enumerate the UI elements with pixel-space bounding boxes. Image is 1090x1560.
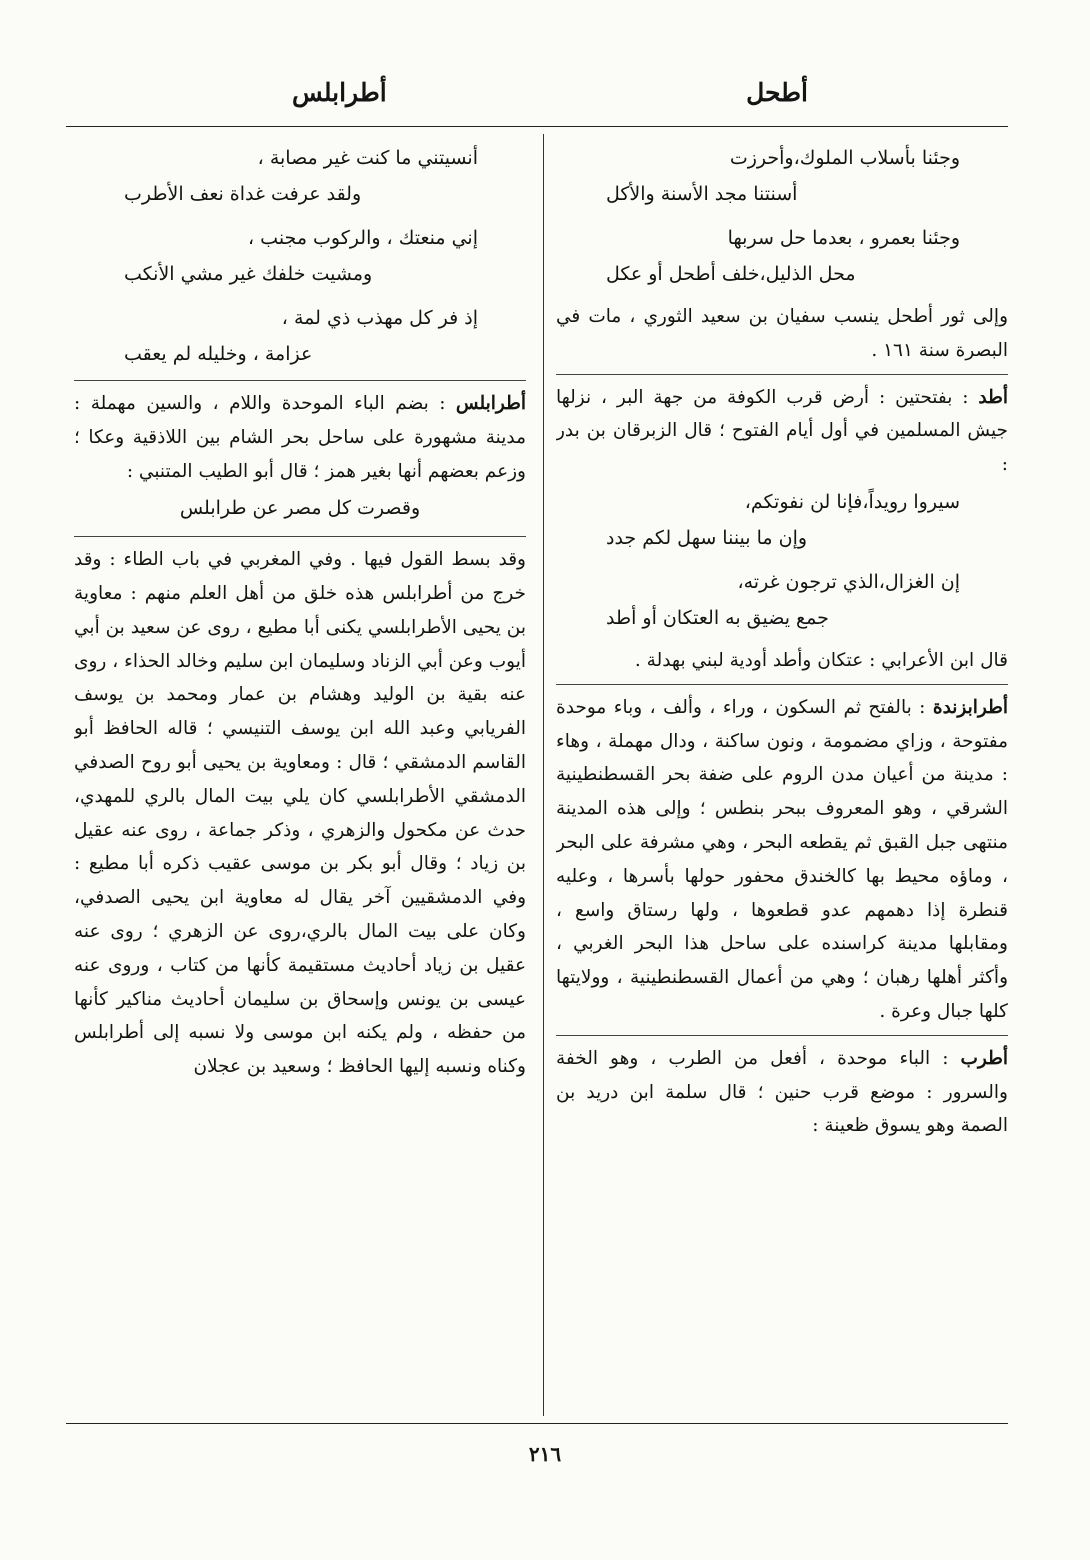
verse — [556, 220, 1008, 292]
verse-line: إني منعتك ، والركوب مجنب ، — [248, 227, 478, 249]
dictionary-entry — [556, 374, 1008, 482]
entry-headword: أطد — [978, 386, 1008, 408]
verse-line: ومشيت خلفك غير مشي الأنكب — [124, 263, 373, 285]
entry-text: : الباء موحدة ، أفعل من الطرب ، وهو الخفة والسرور : موضع قرب حنين ؛ قال سلمة ابن دريد بن الصمة وهو يسوق ظعينة : — [556, 1047, 1008, 1137]
dictionary-entry — [74, 380, 526, 488]
verse — [556, 564, 1008, 636]
verse-line: ولقد عرفت غداة نعف الأطرب — [124, 183, 362, 205]
left-column — [74, 138, 526, 1418]
paragraph: قال ابن الأعرابي : عتكان وأطد أودية لبني بهدلة . — [634, 649, 1008, 671]
verse-line: وإن ما بيننا سهل لكم جدد — [606, 526, 808, 549]
verse-line: وجئنا بعمرو ، بعدما حل سربها — [727, 227, 960, 249]
dictionary-entry — [556, 1035, 1008, 1143]
verse — [74, 220, 526, 292]
verse — [74, 140, 526, 212]
entry-headword: أطرابزندة — [932, 696, 1008, 718]
verse-line: أنسيتني ما كنت غير مصابة ، — [257, 147, 478, 169]
verse-line: إذ فر كل مهذب ذي لمة ، — [281, 307, 478, 329]
verse — [556, 140, 1008, 212]
dictionary-entry — [556, 684, 1008, 1029]
verse-line: إن الغزال،الذي ترجون غرته، — [737, 570, 960, 593]
entry-text: : بفتحتين : أرض قرب الكوفة من جهة البر ، نزلها جيش المسلمين في أول أيام الفتوح ؛ قال الزبرقان بن بدر : — [556, 386, 1008, 476]
entry-headword: أطرابلس — [455, 393, 526, 414]
entry-text: : بالفتح ثم السكون ، وراء ، وألف ، وباء موحدة مفتوحة ، وزاي مضمومة ، ونون ساكنة ، ودال مهملة ، وهاء : مدينة من أعيان مدن الروم على ضفة بحر القسطنطينية الشرقي ، وهو المعروف ببحر بنطس ؛ وإلى هذه المدينة منتهى جبل القبق ثم يقطعه البحر ، وهي مشرفة على البحر ، وماؤه محيط بها كالخندق محفور حولها بأسرها ، وعليه قنطرة إذا دهمهم عدو قطعوها ، ولها رستاق واسع ، ومقابلها مدينة كراسنده على ساحل هذا البحر الغربي ، وأكثر أهلها رهبان ؛ وهي من أعمال القسطنطينية ، وولايتها كلها جبال وعرة . — [556, 696, 1008, 1022]
paragraph: وإلى ثور أطحل ينسب سفيان بن سعيد الثوري ، مات في البصرة سنة ١٦١ . — [556, 306, 1008, 361]
verse-line: عزامة ، وخليله لم يعقب — [124, 343, 313, 365]
right-running-headword: أطحل — [746, 78, 808, 107]
verse-line: محل الذليل،خلف أطحل أو عكل — [606, 263, 856, 285]
verse — [556, 484, 1008, 556]
verse-line: جمع يضيق به العتكان أو أطد — [606, 606, 829, 629]
verse-line: سيروا رويداً،فإنا لن نفوتكم، — [744, 490, 960, 513]
verse-line: وجئنا بأسلاب الملوك،وأحرزت — [729, 147, 960, 169]
running-header — [66, 78, 1008, 118]
header-rule — [66, 126, 1008, 127]
verse-line: وقصرت كل مصر عن طرابلس — [179, 497, 421, 520]
verse-line: أسنتنا مجد الأسنة والأكل — [606, 183, 798, 205]
column-separator — [543, 134, 544, 1416]
entry-text: : بضم الباء الموحدة واللام ، والسين مهملة : مدينة مشهورة على ساحل بحر الشام بين اللاذقية وعكا ؛ وزعم بعضهم أنها بغير همز ؛ قال أبو الطيب المتنبي : — [74, 393, 526, 482]
page-number: ٢١٦ — [528, 1442, 562, 1466]
footer-rule — [66, 1423, 1008, 1424]
paragraph: وقد بسط القول فيها . وفي المغربي في باب الطاء : وقد خرج من أطرابلس هذه خلق من أهل العلم منهم : معاوية بن يحيى الأطرابلسي يكنى أبا مطيع ، روى عن سعيد بن أبي أيوب وعن أبي الزناد وسليمان ابن سليم وخالد الحذاء ، روى عنه بقية بن الوليد وهشام بن عمار ومحمد بن يوسف الفريابي وعبد الله ابن يوسف التنيسي ؛ قاله الحافظ أبو القاسم الدمشقي ؛ قال : ومعاوية بن يحيى أبو روح الصدفي الدمشقي الأطرابلسي كان يلي بيت المال بالري للمهدي، حدث عن مكحول والزهري ، وذكر جماعة ، روى عنه عقيل بن زياد ؛ وقال أبو بكر بن موسى عقيب ذكره أبا مطيع : وفي الدمشقيين آخر يقال له معاوية ابن يحيى الصدفي، وكان على بيت المال بالري،روى عن الزهري ؛ روى عنه عقيل بن زياد أحاديث مستقيمة كأنها من كتاب ، وروى عنه عيسى بن يونس وإسحاق بن سليمان أحاديث مناكير كأنها من حفظه ، ولم يكنه ابن موسى ولا نسبه إلى أطرابلس وكناه ونسبه إليها الحافظ ؛ وسعيد بن عجلان — [74, 536, 526, 1084]
right-column — [556, 138, 1008, 1418]
left-running-headword: أطرابلس — [292, 78, 387, 107]
entry-headword: أطرب — [960, 1047, 1008, 1069]
verse — [74, 300, 526, 372]
